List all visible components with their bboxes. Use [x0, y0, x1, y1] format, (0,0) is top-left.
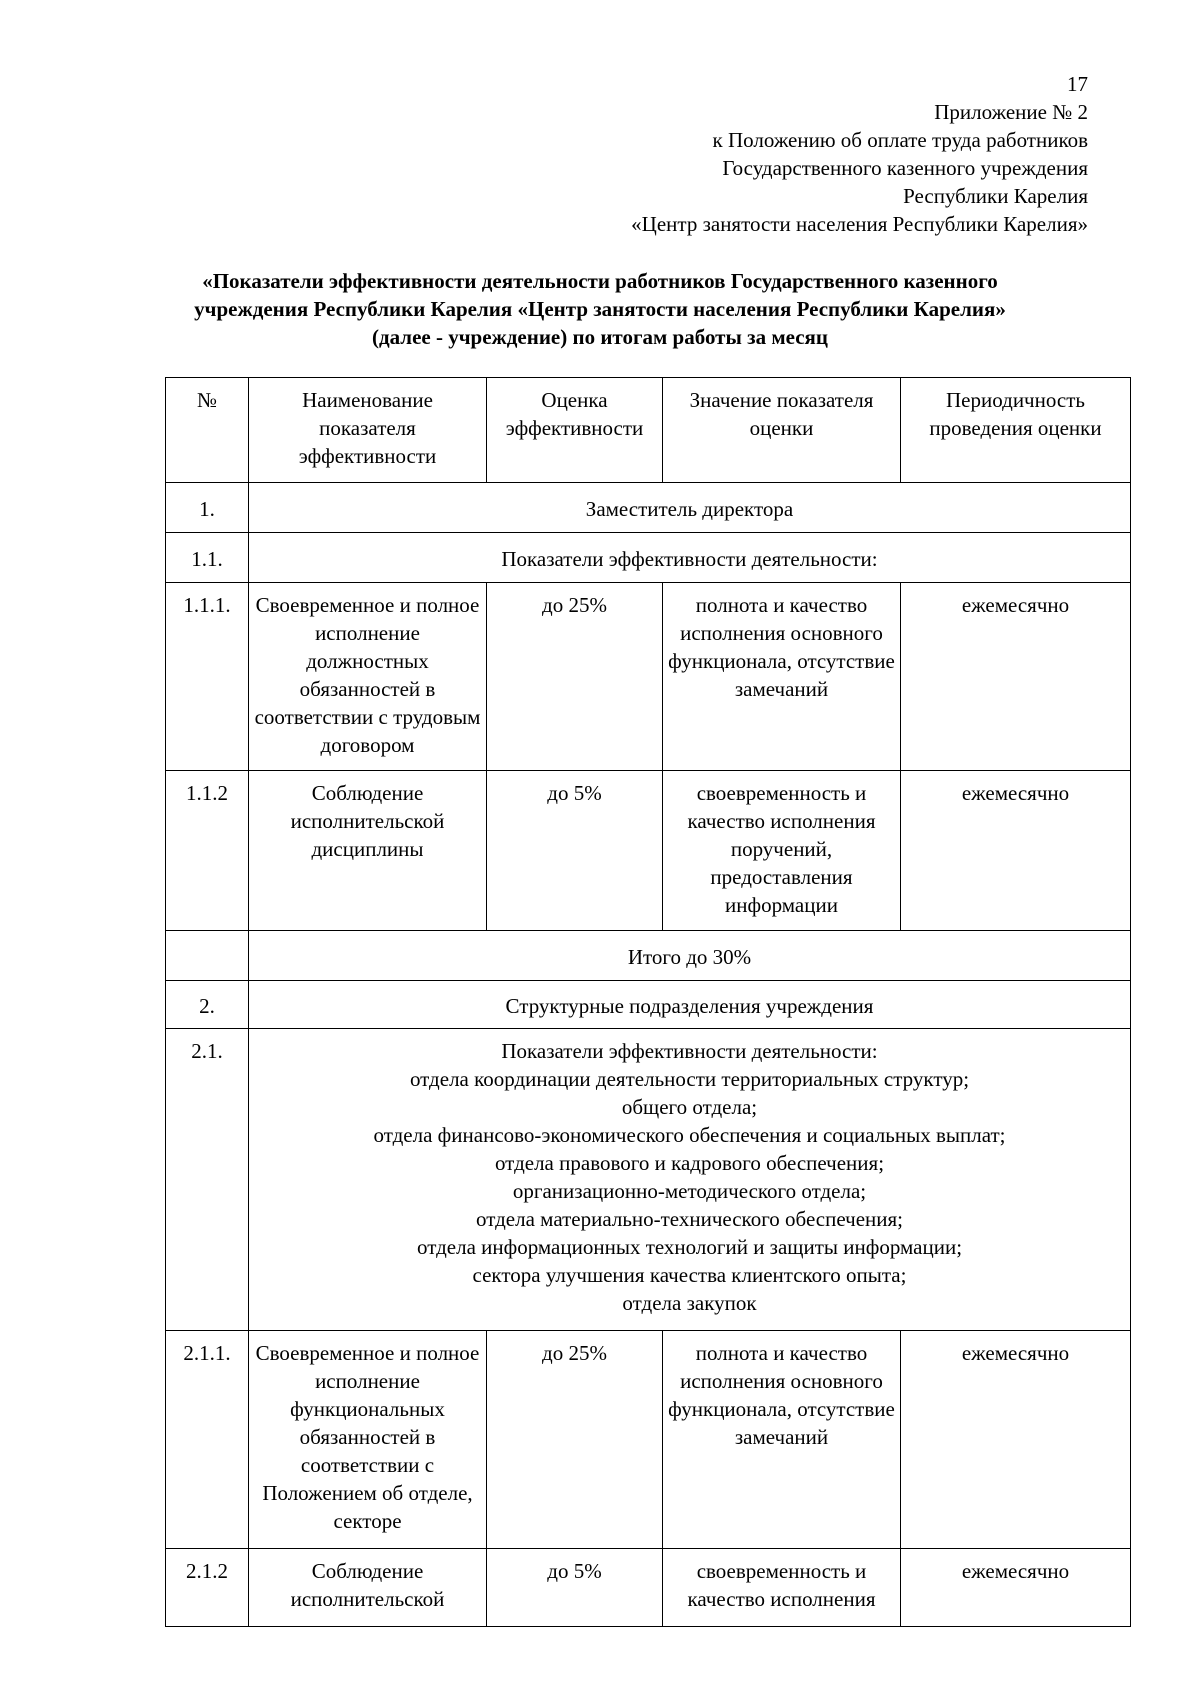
department-item: отдела информационных технологий и защиты информации; — [416, 1235, 963, 1259]
indicator-period: ежемесячно — [901, 771, 1131, 931]
table-row — [166, 981, 1131, 1029]
indicator-period: ежемесячно — [901, 583, 1131, 771]
indicator-score: до 5% — [487, 771, 663, 931]
table-row — [166, 931, 1131, 981]
table-header-row — [166, 378, 1131, 483]
department-item: отдела координации деятельности территориальных структур; — [409, 1067, 970, 1091]
col-header-name: Наименование показателя эффективности — [249, 378, 487, 483]
department-item: отдела материально-технического обеспечения; — [476, 1207, 903, 1231]
total-label: Итого до 30% — [249, 931, 1131, 981]
section-label: Структурные подразделения учреждения — [249, 981, 1131, 1029]
indicator-period: ежемесячно — [901, 1331, 1131, 1549]
indicators-table — [165, 377, 1131, 1627]
table-row — [166, 771, 1131, 931]
department-item: отдела финансово-экономического обеспечения и социальных выплат; — [373, 1123, 1006, 1147]
table-row — [166, 483, 1131, 533]
header-line-1: Приложение № 2 — [934, 100, 1088, 124]
section-heading: Показатели эффективности деятельности: — [501, 1039, 878, 1063]
indicator-name: Соблюдение исполнительской дисциплины — [249, 771, 487, 931]
department-item: общего отдела; — [621, 1095, 758, 1119]
section-label: Показатели эффективности деятельности: — [249, 533, 1131, 583]
indicator-name: Своевременное и полное исполнение функциональных обязанностей в соответствии с Положением об отделе, секторе — [249, 1331, 487, 1549]
table-row — [166, 1549, 1131, 1627]
indicator-value: полнота и качество исполнения основного функционала, отсутствие замечаний — [663, 1331, 901, 1549]
row-number: 2.1.2 — [166, 1549, 249, 1627]
indicator-score: до 25% — [487, 583, 663, 771]
table-row — [166, 533, 1131, 583]
indicator-value: полнота и качество исполнения основного функционала, отсутствие замечаний — [663, 583, 901, 771]
header-line-3: Государственного казенного учреждения — [722, 156, 1088, 180]
table-row — [166, 583, 1131, 771]
table-row — [166, 1331, 1131, 1549]
indicator-score: до 5% — [487, 1549, 663, 1627]
indicator-value: своевременность и качество исполнения — [663, 1549, 901, 1627]
indicator-period: ежемесячно — [901, 1549, 1131, 1627]
department-item: отдела закупок — [622, 1291, 757, 1315]
col-header-score: Оценка эффективности — [487, 378, 663, 483]
row-number: 1.1.1. — [166, 583, 249, 771]
page-number: 17 — [1067, 72, 1088, 96]
department-item: сектора улучшения качества клиентского опыта; — [472, 1263, 907, 1287]
appendix-header — [631, 70, 1088, 238]
section-label: Заместитель директора — [249, 483, 1131, 533]
row-number: 1.1. — [166, 533, 249, 583]
header-line-2: к Положению об оплате труда работников — [712, 128, 1088, 152]
header-line-5: «Центр занятости населения Республики Карелия» — [631, 212, 1088, 236]
indicator-value: своевременность и качество исполнения поручений, предоставления информации — [663, 771, 901, 931]
row-number: 2.1. — [166, 1029, 249, 1331]
title-line-2: учреждения Республики Карелия «Центр занятости населения Республики Карелия» — [194, 297, 1006, 321]
row-number: 2.1.1. — [166, 1331, 249, 1549]
table-row — [166, 1029, 1131, 1331]
department-item: отдела правового и кадрового обеспечения; — [494, 1151, 885, 1175]
header-line-4: Республики Карелия — [903, 184, 1088, 208]
title-line-3: (далее - учреждение) по итогам работы за месяц — [371, 325, 828, 349]
title-line-1: «Показатели эффективности деятельности работников Государственного казенного — [202, 269, 998, 293]
indicator-name: Своевременное и полное исполнение должностных обязанностей в соответствии с трудовым договором — [249, 583, 487, 771]
department-item: организационно-методического отдела; — [512, 1179, 867, 1203]
col-header-period: Периодичность проведения оценки — [901, 378, 1131, 483]
document-title — [120, 267, 1080, 351]
row-number: 1.1.2 — [166, 771, 249, 931]
row-number — [166, 931, 249, 981]
row-number: 2. — [166, 981, 249, 1029]
col-header-number: № — [166, 378, 249, 483]
row-number: 1. — [166, 483, 249, 533]
indicator-score: до 25% — [487, 1331, 663, 1549]
col-header-value: Значение показателя оценки — [663, 378, 901, 483]
indicator-name: Соблюдение исполнительской — [249, 1549, 487, 1627]
departments-cell — [249, 1029, 1131, 1331]
